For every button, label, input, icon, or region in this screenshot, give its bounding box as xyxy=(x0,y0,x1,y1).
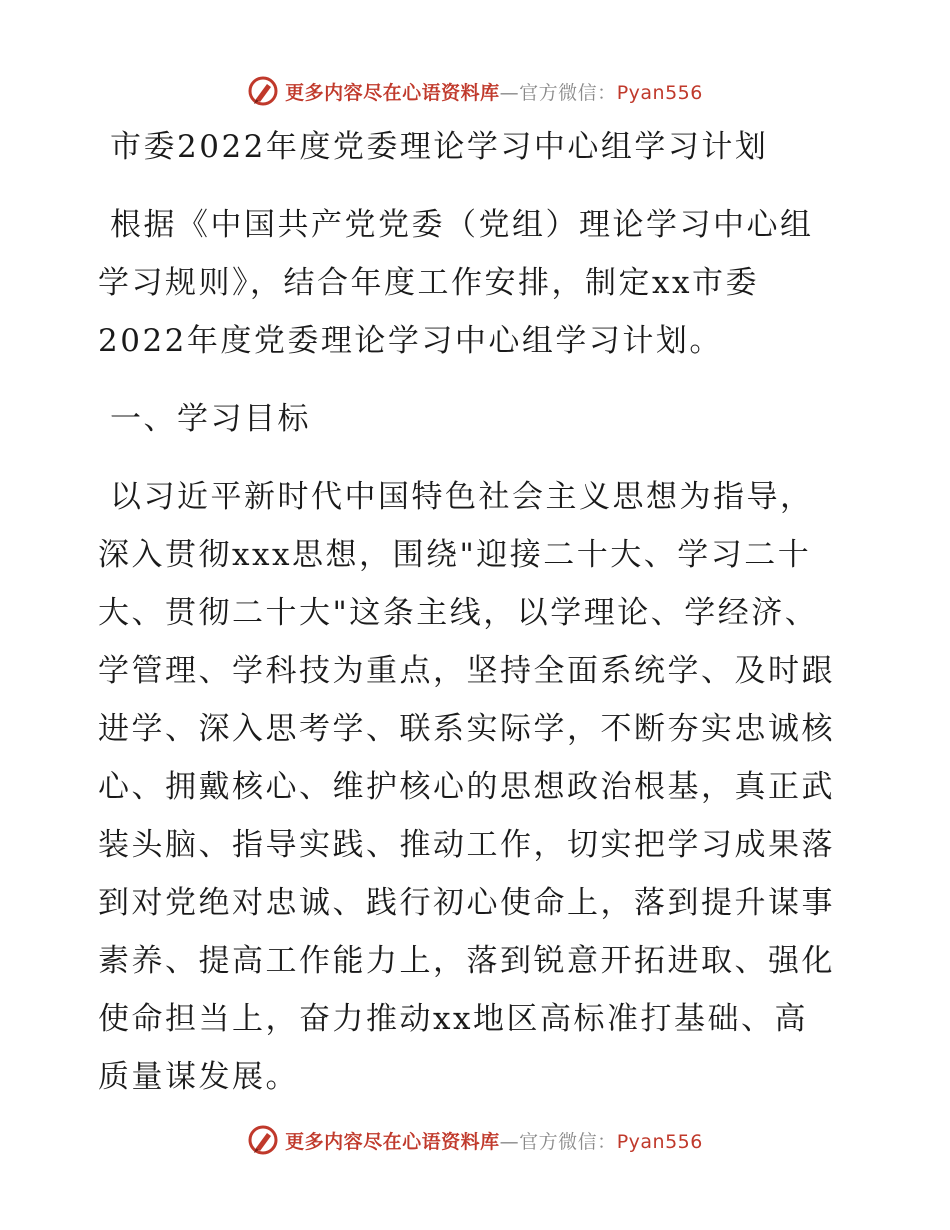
intro-line: 2022年度党委理论学习中心组学习计划。 xyxy=(98,323,723,359)
intro-paragraph xyxy=(98,196,858,370)
paragraph-line: 进学、深入思考学、联系实际学，不断夯实忠诚核 xyxy=(98,711,835,747)
header-watermark xyxy=(0,71,950,111)
intro-line: 根据《中国共产党党委（党组）理论学习中心组 xyxy=(110,207,814,243)
section-paragraph xyxy=(98,468,858,1106)
pen-logo-icon xyxy=(247,1124,279,1156)
watermark-text: 更多内容尽在心语资料库—官方微信：Pyan556 xyxy=(285,1130,703,1153)
paragraph-line: 到对党绝对忠诚、践行初心使命上，落到提升谋事 xyxy=(98,885,835,921)
paragraph-line: 以习近平新时代中国特色社会主义思想为指导， xyxy=(110,479,814,515)
paragraph-line: 质量谋发展。 xyxy=(98,1059,299,1095)
paragraph-line: 学管理、学科技为重点，坚持全面系统学、及时跟 xyxy=(98,653,835,689)
paragraph-line: 装头脑、指导实践、推动工作，切实把学习成果落 xyxy=(98,827,835,863)
section-heading: 一、学习目标 xyxy=(110,401,311,437)
paragraph-line: 素养、提高工作能力上，落到锐意开拓进取、强化 xyxy=(98,943,835,979)
paragraph-line: 心、拥戴核心、维护核心的思想政治根基，真正武 xyxy=(98,769,835,805)
paragraph-line: 深入贯彻xxx思想，围绕"迎接二十大、学习二十 xyxy=(98,537,812,573)
watermark-text: 更多内容尽在心语资料库—官方微信：Pyan556 xyxy=(285,81,703,104)
paragraph-line: 使命担当上，奋力推动xx地区高标准打基础、高 xyxy=(98,1001,808,1037)
document-title: 市委2022年度党委理论学习中心组学习计划 xyxy=(110,129,769,165)
pen-logo-icon xyxy=(247,75,279,107)
document-body xyxy=(98,118,858,1106)
paragraph-line: 大、贯彻二十大"这条主线，以学理论、学经济、 xyxy=(98,595,819,631)
intro-line: 学习规则》，结合年度工作安排，制定xx市委 xyxy=(98,265,759,301)
footer-watermark xyxy=(0,1120,950,1160)
